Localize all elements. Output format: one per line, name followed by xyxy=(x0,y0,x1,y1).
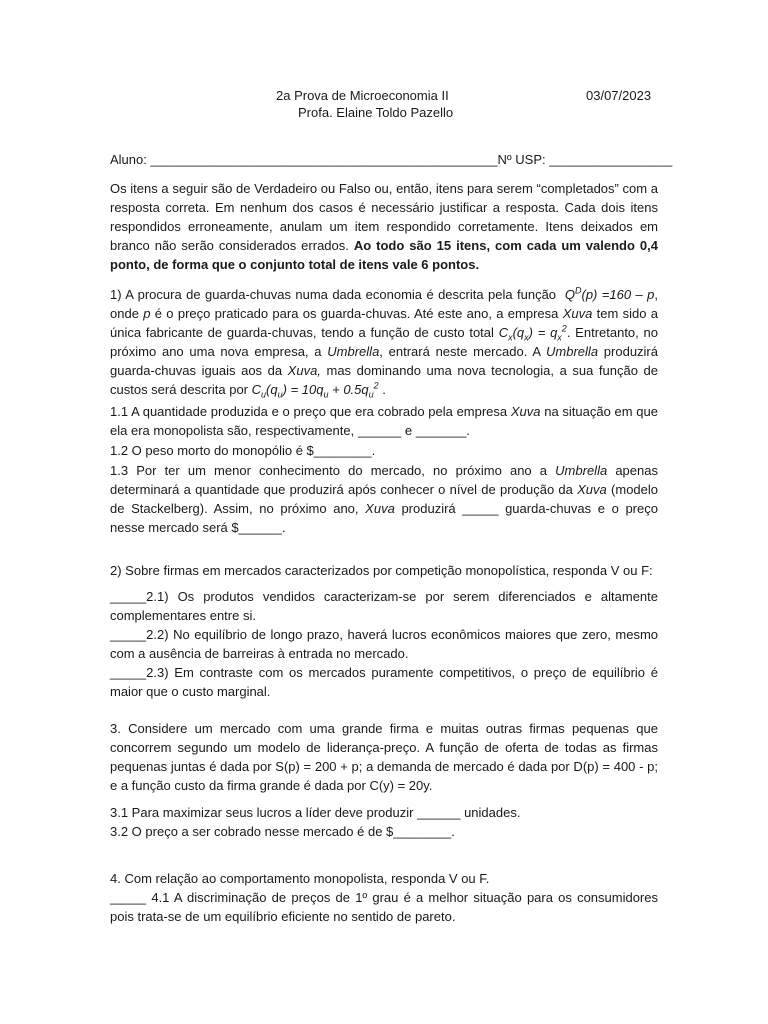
q3-item-1: 3.1 Para maximizar seus lucros a líder deve produzir ______ unidades. xyxy=(110,805,521,820)
q1-p: p xyxy=(143,306,151,321)
q1-3-text-c: (modelo de Stackelberg). Assim, no próximo ano, xyxy=(110,482,658,516)
q1-text-d: tem sido a única fabricante de guarda-chuvas, tendo a função de custo total xyxy=(110,306,658,340)
question-3 xyxy=(110,719,658,795)
question-1-2 xyxy=(110,441,658,460)
q1-xuva: Xuva xyxy=(562,306,593,321)
question-3-items xyxy=(110,803,658,841)
q1-3-xuva-2: Xuva xyxy=(365,501,395,516)
usp-label: Nº USP: xyxy=(497,152,546,167)
q2-item-1: _____2.1) Os produtos vendidos caracterizam-se por serem diferenciados e altamente complementares entre si. xyxy=(110,589,658,623)
q2-intro: 2) Sobre firmas em mercados caracterizados por competição monopolística, responda V ou F: xyxy=(110,563,653,578)
q1-end: . xyxy=(382,382,386,397)
question-1-1 xyxy=(110,402,658,440)
question-4 xyxy=(110,869,658,926)
q2-item-2: _____2.2) No equilíbrio de longo prazo, haverá lucros econômicos maiores que zero, mesmo com a ausência de barreiras à entrada no mercado. xyxy=(110,627,658,661)
exam-title: 2a Prova de Microeconomia II xyxy=(276,88,449,103)
cost-function-xuva: $C_x(q_x) = q_x^2$ xyxy=(498,323,567,343)
q1-xuva-2: Xuva, xyxy=(287,363,321,378)
q1-3-text-b: apenas determinará a quantidade que produzirá após conhecer o nível de produção da xyxy=(110,463,658,497)
q1-text-g: produzirá guarda-chuvas iguais aos da xyxy=(110,344,658,378)
q1-1-text-a: 1.1 A quantidade produzida e o preço que era cobrado pela empresa xyxy=(110,404,508,419)
q1-umbrella: Umbrella xyxy=(327,344,380,359)
q1-text-a: 1) A procura de guarda-chuvas numa dada economia é descrita pela função xyxy=(110,287,557,302)
q1-1-text-b: na situação em que ela era monopolista são, respectivamente, ______ e _______. xyxy=(110,404,658,438)
q3-item-2: 3.2 O preço a ser cobrado nesse mercado é de $________. xyxy=(110,824,455,839)
q1-text-h: mas dominando uma nova tecnologia, a sua função de custos será descrita por xyxy=(110,363,658,397)
usp-blank: _________________ xyxy=(549,152,673,167)
q1-3-text-d: produzirá _____ guarda-chuvas e o preço nesse mercado será $______. xyxy=(110,501,658,535)
question-1 xyxy=(110,285,658,399)
cost-function-umbrella: $C_u(q_u) = 10q_u + 0.5q_u^2$ xyxy=(251,380,379,400)
q1-text-b: , onde xyxy=(110,287,658,321)
q1-2-text: 1.2 O peso morto do monopólio é $________. xyxy=(110,443,376,458)
q1-text-f: , entrará neste mercado. A xyxy=(379,344,541,359)
q1-1-xuva: Xuva xyxy=(510,404,541,419)
aluno-label: Aluno: xyxy=(110,152,147,167)
exam-date: 03/07/2023 xyxy=(586,88,652,103)
demand-function: $Q^D(p) =160 - p$ xyxy=(564,285,655,302)
question-1-3 xyxy=(110,461,658,537)
q3-intro: 3. Considere um mercado com uma grande firma e muitas outras firmas pequenas que concorrem segundo um modelo de liderança-preço. A função de oferta de todas as firmas pequenas juntas é dada por S(p) = 200 + p; a demanda de mercado é dada por D(p) = 400 - p; e a função custo da firma grande é dada por C(y) = 20y. xyxy=(110,721,658,793)
student-line xyxy=(110,150,672,169)
q1-3-text-a: 1.3 Por ter um menor conhecimento do mercado, no próximo ano a xyxy=(110,463,548,478)
q1-text-c: é o preço praticado para os guarda-chuvas. Até este ano, a empresa xyxy=(154,306,559,321)
instructions xyxy=(110,179,658,274)
question-2 xyxy=(110,561,658,580)
instructions-text: Os itens a seguir são de Verdadeiro ou Falso ou, então, itens para serem “completados” com a resposta correta. Em nenhum dos casos é necessário justificar a resposta. Cada dois itens respondidos erroneamente, anulam um item respondido corretamente. Itens deixados em branco não serão considerados errados. xyxy=(110,181,658,253)
instructions-bold: Ao todo são 15 itens, com cada um valendo 0,4 ponto, de forma que o conjunto total de itens vale 6 pontos. xyxy=(110,238,658,272)
q1-umbrella-2: Umbrella xyxy=(546,344,599,359)
q1-text-e: . Entretanto, no próximo ano uma nova empresa, a xyxy=(110,325,658,359)
professor-name: Profa. Elaine Toldo Pazello xyxy=(298,105,454,120)
q4-item-1: _____ 4.1 A discriminação de preços de 1º grau é a melhor situação para os consumidores pois trata-se de um equilíbrio eficiente no sentido de pareto. xyxy=(110,890,658,924)
q1-3-umbrella: Umbrella xyxy=(555,463,608,478)
q2-item-3: _____2.3) Em contraste com os mercados puramente competitivos, o preço de equilíbrio é maior que o custo marginal. xyxy=(110,665,658,699)
q1-3-xuva: Xuva xyxy=(577,482,607,497)
question-2-items xyxy=(110,587,658,701)
q4-intro: 4. Com relação ao comportamento monopolista, responda V ou F. xyxy=(110,871,490,886)
aluno-blank: ________________________________________________ xyxy=(150,152,498,167)
